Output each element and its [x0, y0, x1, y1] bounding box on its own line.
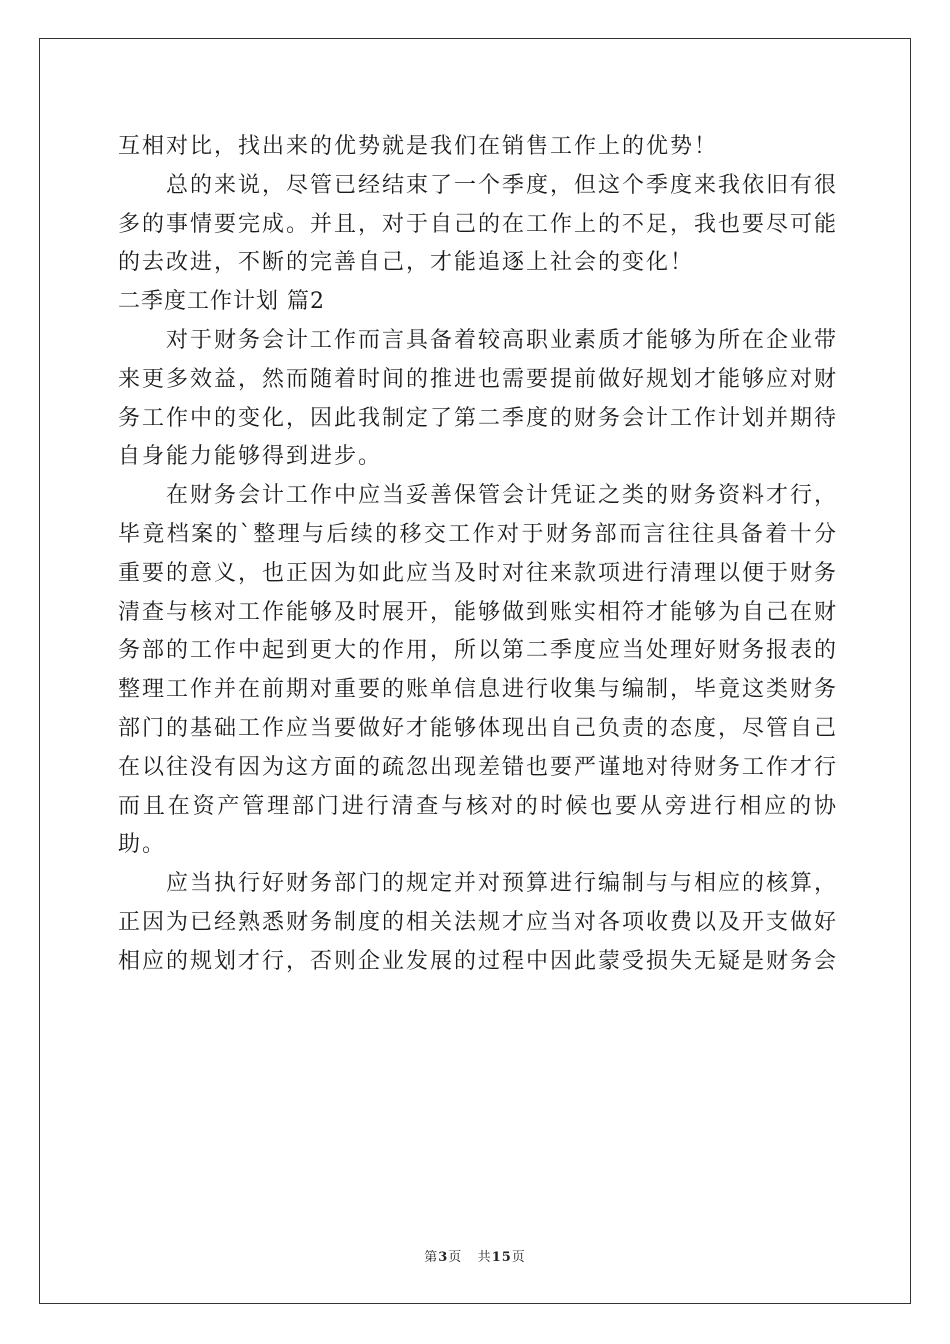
section-paragraph-2: 在财务会计工作中应当妥善保管会计凭证之类的财务资料才行，毕竟档案的`整理与后续的移交工作对于财务部而言往往具备着十分重要的意义，也正因为如此应当及时对往来款项进行清理以便于财务清查与核对工作能够及时展开，能够做到账实相符才能够为自己在财务部的工作中起到更大的作用，所以第二季度应当处理好财务报表的整理工作并在前期对重要的账单信息进行收集与编制，毕竟这类财务部门的基础工作应当要做好才能够体现出自己负责的态度，尽管自己在以往没有因为这方面的疏忽出现差错也要严谨地对待财务工作才行而且在资产管理部门进行清查与核对的时候也要从旁进行相应的协助。 [118, 483, 839, 858]
page-footer [0, 1246, 950, 1265]
footer-page-suffix: 页 [448, 1250, 463, 1265]
footer-total-suffix: 页 [511, 1250, 526, 1265]
footer-total-pages: 15 [491, 1250, 512, 1265]
footer-prefix: 第 [424, 1250, 439, 1265]
section-heading: 二季度工作计划 篇2 [118, 289, 325, 315]
footer-page-number: 3 [438, 1250, 449, 1265]
document-body [118, 128, 838, 982]
section-paragraph-3: 应当执行好财务部门的规定并对预算进行编制与与相应的核算，正因为已经熟悉财务制度的相关法规才应当对各项收费以及开支做好相应的规划才行，否则企业发展的过程中因此蒙受损失无疑是财务会 [118, 871, 839, 974]
section-paragraph-1: 对于财务会计工作而言具备着较高职业素质才能够为所在企业带来更多效益，然而随着时间的推进也需要提前做好规划才能够应对财务工作中的变化，因此我制定了第二季度的财务会计工作计划并期待自身能力能够得到进步。 [118, 327, 839, 470]
paragraph-1: 互相对比，找出来的优势就是我们在销售工作上的优势！ [118, 134, 719, 159]
paragraph-2: 总的来说，尽管已经结束了一个季度，但这个季度来我依旧有很多的事情要完成。并且，对于自己的在工作上的不足，我也要尽可能的去改进，不断的完善自己，才能追逐上社会的变化！ [118, 172, 839, 276]
footer-total-prefix: 共 [477, 1250, 492, 1265]
